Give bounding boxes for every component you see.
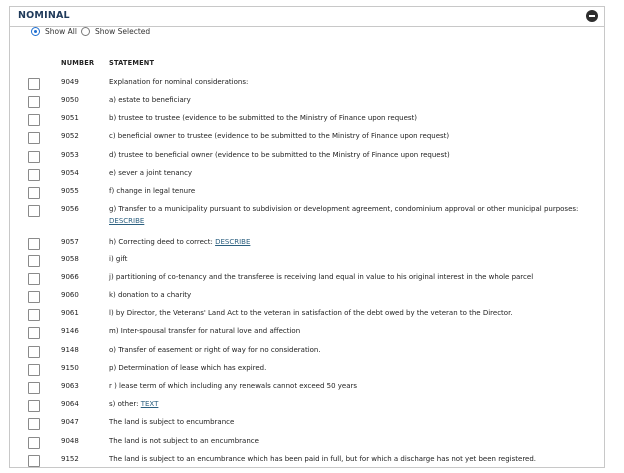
row-number: 9146 xyxy=(61,327,79,335)
describe-link[interactable]: TEXT xyxy=(140,400,159,408)
show-all-label: Show All xyxy=(45,27,77,36)
show-selected-radio[interactable] xyxy=(81,27,150,36)
row-statement xyxy=(109,307,589,319)
panel-header xyxy=(10,7,604,27)
statement-text: b) trustee to trustee (evidence to be submitted to the Ministry of Finance upon request) xyxy=(109,114,418,122)
row-statement xyxy=(109,289,589,301)
row-number: 9051 xyxy=(61,114,79,122)
show-selected-label: Show Selected xyxy=(95,27,151,36)
statement-text: i) gift xyxy=(109,255,128,263)
row-number: 9049 xyxy=(61,78,79,86)
describe-link[interactable]: DESCRIBE xyxy=(215,238,251,246)
statement-text: p) Determination of lease which has expired. xyxy=(109,364,267,372)
row-statement xyxy=(109,380,589,392)
statement-text: o) Transfer of easement or right of way for no consideration. xyxy=(109,346,321,354)
statement-text: Explanation for nominal considerations: xyxy=(109,78,249,86)
statement-text: e) sever a joint tenancy xyxy=(109,169,193,177)
statement-text: The land is not subject to an encumbrance xyxy=(109,437,259,445)
row-statement xyxy=(109,362,589,374)
row-statement xyxy=(109,325,589,337)
statement-text: j) partitioning of co-tenancy and the transferee is receiving land equal in value to his original interest in the whole parcel xyxy=(109,273,534,281)
row-number: 9061 xyxy=(61,309,79,317)
row-number: 9052 xyxy=(61,132,79,140)
row-number: 9063 xyxy=(61,382,79,390)
row-checkbox[interactable] xyxy=(28,151,40,163)
row-statement xyxy=(109,94,589,106)
statement-text: The land is subject to an encumbrance which has been paid in full, but for which a discharge has not yet been registered. xyxy=(109,455,537,463)
row-number: 9058 xyxy=(61,255,79,263)
row-number: 9054 xyxy=(61,169,79,177)
row-checkbox[interactable] xyxy=(28,418,40,430)
column-header-number: NUMBER xyxy=(61,59,95,67)
row-statement xyxy=(109,76,589,88)
statement-text: m) Inter-spousal transfer for natural love and affection xyxy=(109,327,301,335)
row-checkbox[interactable] xyxy=(28,382,40,394)
row-number: 9055 xyxy=(61,187,79,195)
row-number: 9148 xyxy=(61,346,79,354)
row-statement xyxy=(109,398,589,410)
statement-text: l) by Director, the Veterans' Land Act to the veteran in satisfaction of the debt owed by the veteran to the Director. xyxy=(109,309,513,317)
row-checkbox[interactable] xyxy=(28,327,40,339)
row-checkbox[interactable] xyxy=(28,309,40,321)
nominal-panel xyxy=(9,6,605,468)
row-checkbox[interactable] xyxy=(28,346,40,358)
row-checkbox[interactable] xyxy=(28,273,40,285)
statement-text: a) estate to beneficiary xyxy=(109,96,191,104)
row-statement xyxy=(109,253,589,265)
row-checkbox[interactable] xyxy=(28,291,40,303)
row-statement xyxy=(109,435,589,447)
statement-text: h) Correcting deed to correct: xyxy=(109,238,216,246)
row-checkbox[interactable] xyxy=(28,187,40,199)
row-checkbox[interactable] xyxy=(28,238,40,250)
row-number: 9053 xyxy=(61,151,79,159)
row-checkbox[interactable] xyxy=(28,364,40,376)
row-number: 9152 xyxy=(61,455,79,463)
row-checkbox[interactable] xyxy=(28,78,40,90)
row-statement xyxy=(109,167,589,179)
column-header-statement: STATEMENT xyxy=(109,59,155,67)
statement-text: f) change in legal tenure xyxy=(109,187,196,195)
show-all-radio[interactable] xyxy=(31,27,77,36)
row-checkbox[interactable] xyxy=(28,255,40,267)
row-checkbox[interactable] xyxy=(28,205,40,217)
row-statement xyxy=(109,203,589,227)
radio-unselected-icon[interactable] xyxy=(81,27,90,36)
row-statement xyxy=(109,149,589,161)
statement-text: k) donation to a charity xyxy=(109,291,192,299)
statement-text: c) beneficial owner to trustee (evidence to be submitted to the Ministry of Finance upon request) xyxy=(109,132,450,140)
radio-selected-icon[interactable] xyxy=(31,27,40,36)
row-statement xyxy=(109,416,589,428)
row-statement xyxy=(109,130,589,142)
row-number: 9066 xyxy=(61,273,79,281)
row-number: 9057 xyxy=(61,238,79,246)
row-number: 9048 xyxy=(61,437,79,445)
row-number: 9047 xyxy=(61,418,79,426)
row-statement xyxy=(109,112,589,124)
statement-text: s) other: xyxy=(109,400,141,408)
collapse-icon[interactable] xyxy=(586,10,598,22)
row-checkbox[interactable] xyxy=(28,455,40,467)
row-number: 9050 xyxy=(61,96,79,104)
row-statement xyxy=(109,271,589,283)
row-statement xyxy=(109,185,589,197)
row-checkbox[interactable] xyxy=(28,132,40,144)
row-checkbox[interactable] xyxy=(28,169,40,181)
describe-link[interactable]: DESCRIBE xyxy=(109,217,145,225)
row-number: 9060 xyxy=(61,291,79,299)
row-checkbox[interactable] xyxy=(28,96,40,108)
row-statement xyxy=(109,344,589,356)
row-statement xyxy=(109,236,589,248)
panel-title: NOMINAL xyxy=(18,10,70,21)
statement-text: r ) lease term of which including any renewals cannot exceed 50 years xyxy=(109,382,358,390)
statement-text: The land is subject to encumbrance xyxy=(109,418,235,426)
row-checkbox[interactable] xyxy=(28,437,40,449)
row-statement xyxy=(109,453,589,465)
statement-text: g) Transfer to a municipality pursuant to subdivision or development agreement, condominium approval or other municipal purposes: xyxy=(109,205,579,213)
row-checkbox[interactable] xyxy=(28,400,40,412)
row-number: 9150 xyxy=(61,364,79,372)
row-checkbox[interactable] xyxy=(28,114,40,126)
row-number: 9064 xyxy=(61,400,79,408)
statement-text: d) trustee to beneficial owner (evidence to be submitted to the Ministry of Finance upon request) xyxy=(109,151,450,159)
row-number: 9056 xyxy=(61,205,79,213)
